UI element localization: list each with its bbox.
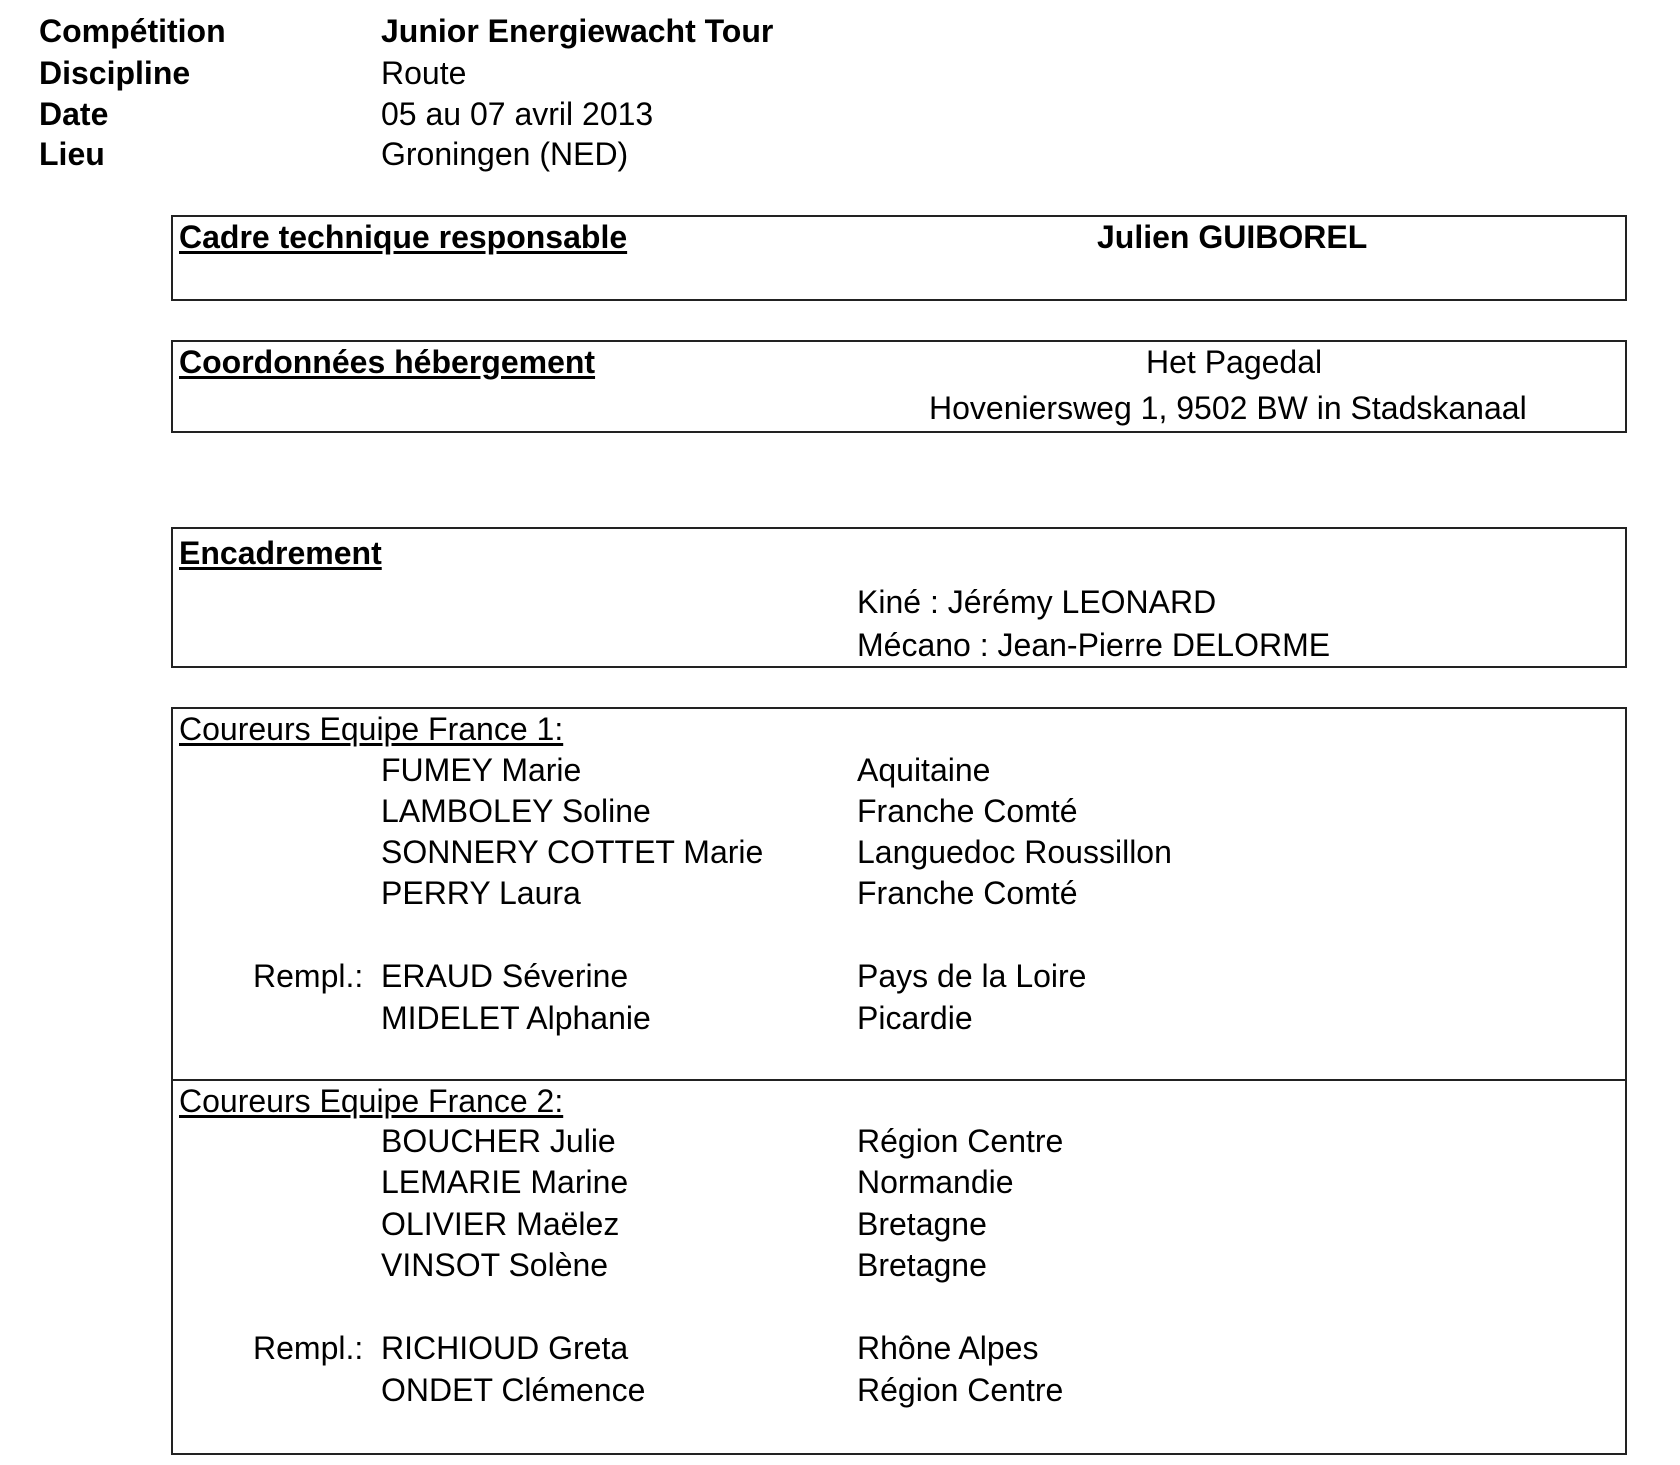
discipline-value: Route: [381, 55, 467, 91]
lieu-label: Lieu: [39, 136, 105, 172]
team2-rider-region: Région Centre: [857, 1123, 1064, 1159]
hebergement-title: Coordonnées hébergement: [179, 344, 596, 380]
team1-sub-region: Pays de la Loire: [857, 958, 1087, 994]
discipline-label: Discipline: [39, 55, 191, 91]
hebergement-name: Het Pagedal: [1146, 344, 1323, 380]
team1-rider-region: Aquitaine: [857, 752, 991, 788]
team1-sub-name: MIDELET Alphanie: [381, 1000, 651, 1036]
team2-rider-name: LEMARIE Marine: [381, 1164, 629, 1200]
team2-rider-name: BOUCHER Julie: [381, 1123, 616, 1159]
encadrement-title: Encadrement: [179, 535, 382, 571]
encadrement-kine: Kiné : Jérémy LEONARD: [857, 584, 1217, 620]
team2-rider-region: Normandie: [857, 1164, 1014, 1200]
team1-sub-region: Picardie: [857, 1000, 973, 1036]
team1-rider-name: LAMBOLEY Soline: [381, 793, 651, 829]
date-label: Date: [39, 96, 109, 132]
team2-rider-region: Bretagne: [857, 1247, 987, 1283]
team2-sub-region: Région Centre: [857, 1372, 1064, 1408]
team1-rider-region: Franche Comté: [857, 793, 1078, 829]
team1-sub-name: ERAUD Séverine: [381, 958, 629, 994]
team1-rider-region: Languedoc Roussillon: [857, 834, 1172, 870]
team2-rider-name: OLIVIER Maëlez: [381, 1206, 620, 1242]
team2-sub-name: RICHIOUD Greta: [381, 1330, 629, 1366]
team2-rider-region: Bretagne: [857, 1206, 987, 1242]
team1-rider-name: SONNERY COTTET Marie: [381, 834, 764, 870]
competition-label: Compétition: [39, 13, 226, 49]
hebergement-address: Hoveniersweg 1, 9502 BW in Stadskanaal: [929, 390, 1527, 426]
team1-rider-name: PERRY Laura: [381, 875, 581, 911]
team2-sub-region: Rhône Alpes: [857, 1330, 1039, 1366]
team2-title: Coureurs Equipe France 2:: [179, 1083, 564, 1119]
team2-subs-label: Rempl.:: [253, 1330, 364, 1366]
team1-rider-name: FUMEY Marie: [381, 752, 582, 788]
cadre-technique-name: Julien GUIBOREL: [1097, 219, 1368, 255]
team1-title: Coureurs Equipe France 1:: [179, 711, 564, 747]
date-value: 05 au 07 avril 2013: [381, 96, 654, 132]
team2-rider-name: VINSOT Solène: [381, 1247, 609, 1283]
team1-subs-label: Rempl.:: [253, 958, 364, 994]
team1-rider-region: Franche Comté: [857, 875, 1078, 911]
team2-sub-name: ONDET Clémence: [381, 1372, 646, 1408]
cadre-technique-title: Cadre technique responsable: [179, 219, 628, 255]
lieu-value: Groningen (NED): [381, 136, 629, 172]
encadrement-mecano: Mécano : Jean-Pierre DELORME: [857, 627, 1331, 663]
competition-value: Junior Energiewacht Tour: [381, 13, 774, 49]
